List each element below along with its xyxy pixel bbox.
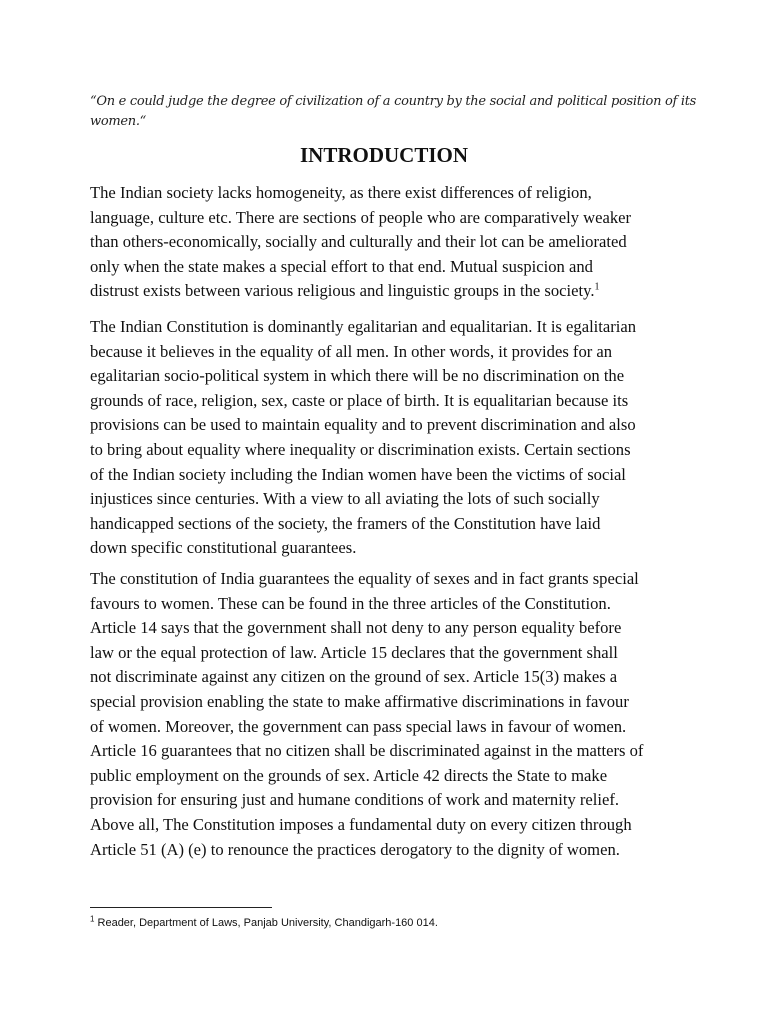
paragraph-line: down specific constitutional guarantees. [90,538,357,558]
paragraph-line: favours to women. These can be found in the three articles of the Constitution. [90,593,611,613]
paragraph-2 [90,315,690,561]
paragraph-line: special provision enabling the state to make affirmative discriminations in favour [90,691,629,711]
paragraph-line: language, culture etc. There are sections of people who are comparatively weaker [90,207,632,227]
footnote-text: Reader, Department of Laws, Panjab University, Chandigarh-160 014. [94,917,438,929]
footnote [90,914,690,932]
paragraph-line: only when the state makes a special effort to that end. Mutual suspicion and [90,256,593,276]
paragraph-line: because it believes in the equality of all men. In other words, it provides for an [90,341,613,361]
paragraph-line: than others-economically, socially and culturally and their lot can be ameliorated [90,232,627,252]
paragraph-line: law or the equal protection of law. Article 15 declares that the government shall [90,642,618,662]
page-title: INTRODUCTION [299,143,469,167]
paragraph-line-text: distrust exists between various religious and linguistic groups in the society. [90,281,595,301]
paragraph-line: of the Indian society including the Indian women have been the victims of social [90,464,626,484]
paragraph-line: to bring about equality where inequality or discrimination exists. Certain sections [90,439,631,459]
footnote-reference[interactable]: 1 [594,281,600,293]
footnote-marker: 1 [90,914,95,924]
epigraph-line: women.“ [90,114,147,129]
paragraph-line: egalitarian socio-political system in which there will be no discrimination on the [90,366,625,386]
paragraph-line: The constitution of India guarantees the equality of sexes and in fact grants special [90,569,639,588]
paragraph-line: Above all, The Constitution imposes a fundamental duty on every citizen through [90,814,632,834]
paragraph-line: injustices since centuries. With a view to all aviating the lots of such socially [90,489,600,509]
paragraph-line: grounds of race, religion, sex, caste or place of birth. It is equalitarian because its [90,390,629,410]
paragraph-1 [90,181,690,304]
epigraph-quote [90,92,697,132]
paragraph-line: Article 16 guarantees that no citizen shall be discriminated against in the matters of [90,741,644,761]
paragraph-line: provision for ensuring just and humane conditions of work and maternity relief. [90,790,620,810]
paragraph-3 [90,567,690,862]
paragraph-line: of women. Moreover, the government can pass special laws in favour of women. [90,716,627,736]
paragraph-line: not discriminate against any citizen on the ground of sex. Article 15(3) makes a [90,667,618,687]
paragraph-line: provisions can be used to maintain equality and to prevent discrimination and also [90,415,636,435]
footnote-separator [90,907,272,908]
paragraph-line: The Indian Constitution is dominantly egalitarian and equalitarian. It is egalitarian [90,317,637,336]
paragraph-line: handicapped sections of the society, the framers of the Constitution have laid [90,513,601,533]
epigraph-line: “On e could judge the degree of civilization of a country by the social and political position of its [90,94,697,109]
paragraph-line: Article 14 says that the government shall not deny to any person equality before [90,618,622,638]
paragraph-line: public employment on the grounds of sex. Article 42 directs the State to make [90,765,608,785]
paragraph-line-last [90,279,690,304]
paragraph-line: The Indian society lacks homogeneity, as there exist differences of religion, [90,183,592,202]
paragraph-line: Article 51 (A) (e) to renounce the practices derogatory to the dignity of women. [90,839,620,859]
